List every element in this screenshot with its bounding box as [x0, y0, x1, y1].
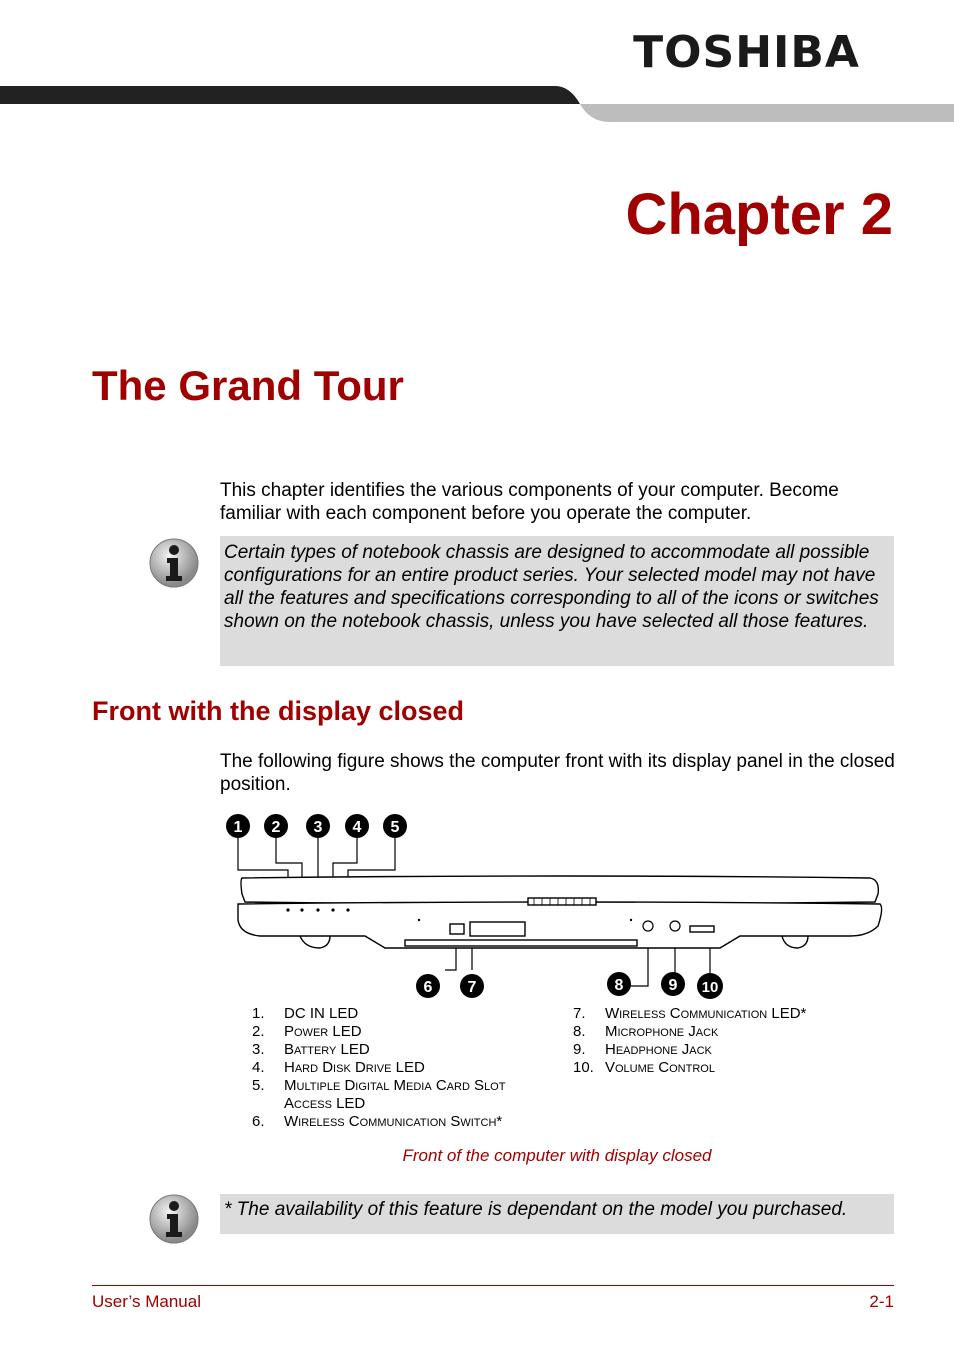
- callout-label-9: 9: [668, 977, 678, 994]
- footer-manual-label: User’s Manual: [92, 1292, 201, 1311]
- laptop-front-figure: [220, 808, 900, 1008]
- info-icon: [148, 537, 200, 589]
- legend-item: 9. Headphone Jack: [573, 1041, 712, 1058]
- legend-item: 8. Microphone Jack: [573, 1023, 719, 1040]
- intro-paragraph: This chapter identifies the various components of your computer. Become familiar with each component before you operate the computer.: [220, 480, 839, 524]
- callout-label-2: 2: [271, 819, 281, 836]
- figure-caption: Front of the computer with display closed: [402, 1146, 712, 1165]
- legend-item: 6. Wireless Communication Switch*: [252, 1113, 503, 1130]
- callout-label-10: 10: [701, 979, 719, 996]
- toshiba-logo: TOSHIBA: [633, 27, 860, 78]
- callout-label-8: 8: [614, 977, 624, 994]
- footer-divider: [92, 1285, 894, 1286]
- legend-item: 10. Volume Control: [573, 1059, 715, 1076]
- note-box: Certain types of notebook chassis are designed to accommodate all possible configurations for an entire product series. Your selected model may not have all the features and specifications corresponding to all of the icons or switches shown on the notebook chassis, unless you have selected all those features.: [220, 536, 894, 666]
- chapter-title: Chapter 2: [625, 182, 893, 247]
- legend-right: [573, 1005, 873, 1077]
- legend-item: 2. Power LED: [252, 1023, 362, 1040]
- legend-item: 5. Multiple Digital Media Card Slot Access LED: [252, 1077, 506, 1112]
- legend-item: 3. Battery LED: [252, 1041, 370, 1058]
- callout-label-1: 1: [233, 819, 243, 836]
- section-title: Front with the display closed: [92, 696, 465, 726]
- footer-page-number: 2-1: [869, 1292, 894, 1311]
- section-paragraph: The following figure shows the computer front with its display panel in the closed position.: [220, 751, 895, 795]
- availability-note: * The availability of this feature is dependant on the model you purchased.: [220, 1194, 894, 1234]
- info-icon: [148, 1193, 200, 1245]
- header-band: [0, 84, 954, 126]
- legend-left: [252, 1005, 552, 1131]
- page-title: The Grand Tour: [92, 362, 404, 409]
- callout-label-3: 3: [313, 819, 323, 836]
- callout-label-6: 6: [423, 979, 433, 996]
- callout-label-5: 5: [390, 819, 400, 836]
- callout-label-7: 7: [467, 979, 477, 996]
- callout-label-4: 4: [352, 819, 362, 836]
- legend-item: 7. Wireless Communication LED*: [573, 1005, 807, 1022]
- legend-item: 1. DC IN LED: [252, 1005, 359, 1022]
- legend-item: 4. Hard Disk Drive LED: [252, 1059, 425, 1076]
